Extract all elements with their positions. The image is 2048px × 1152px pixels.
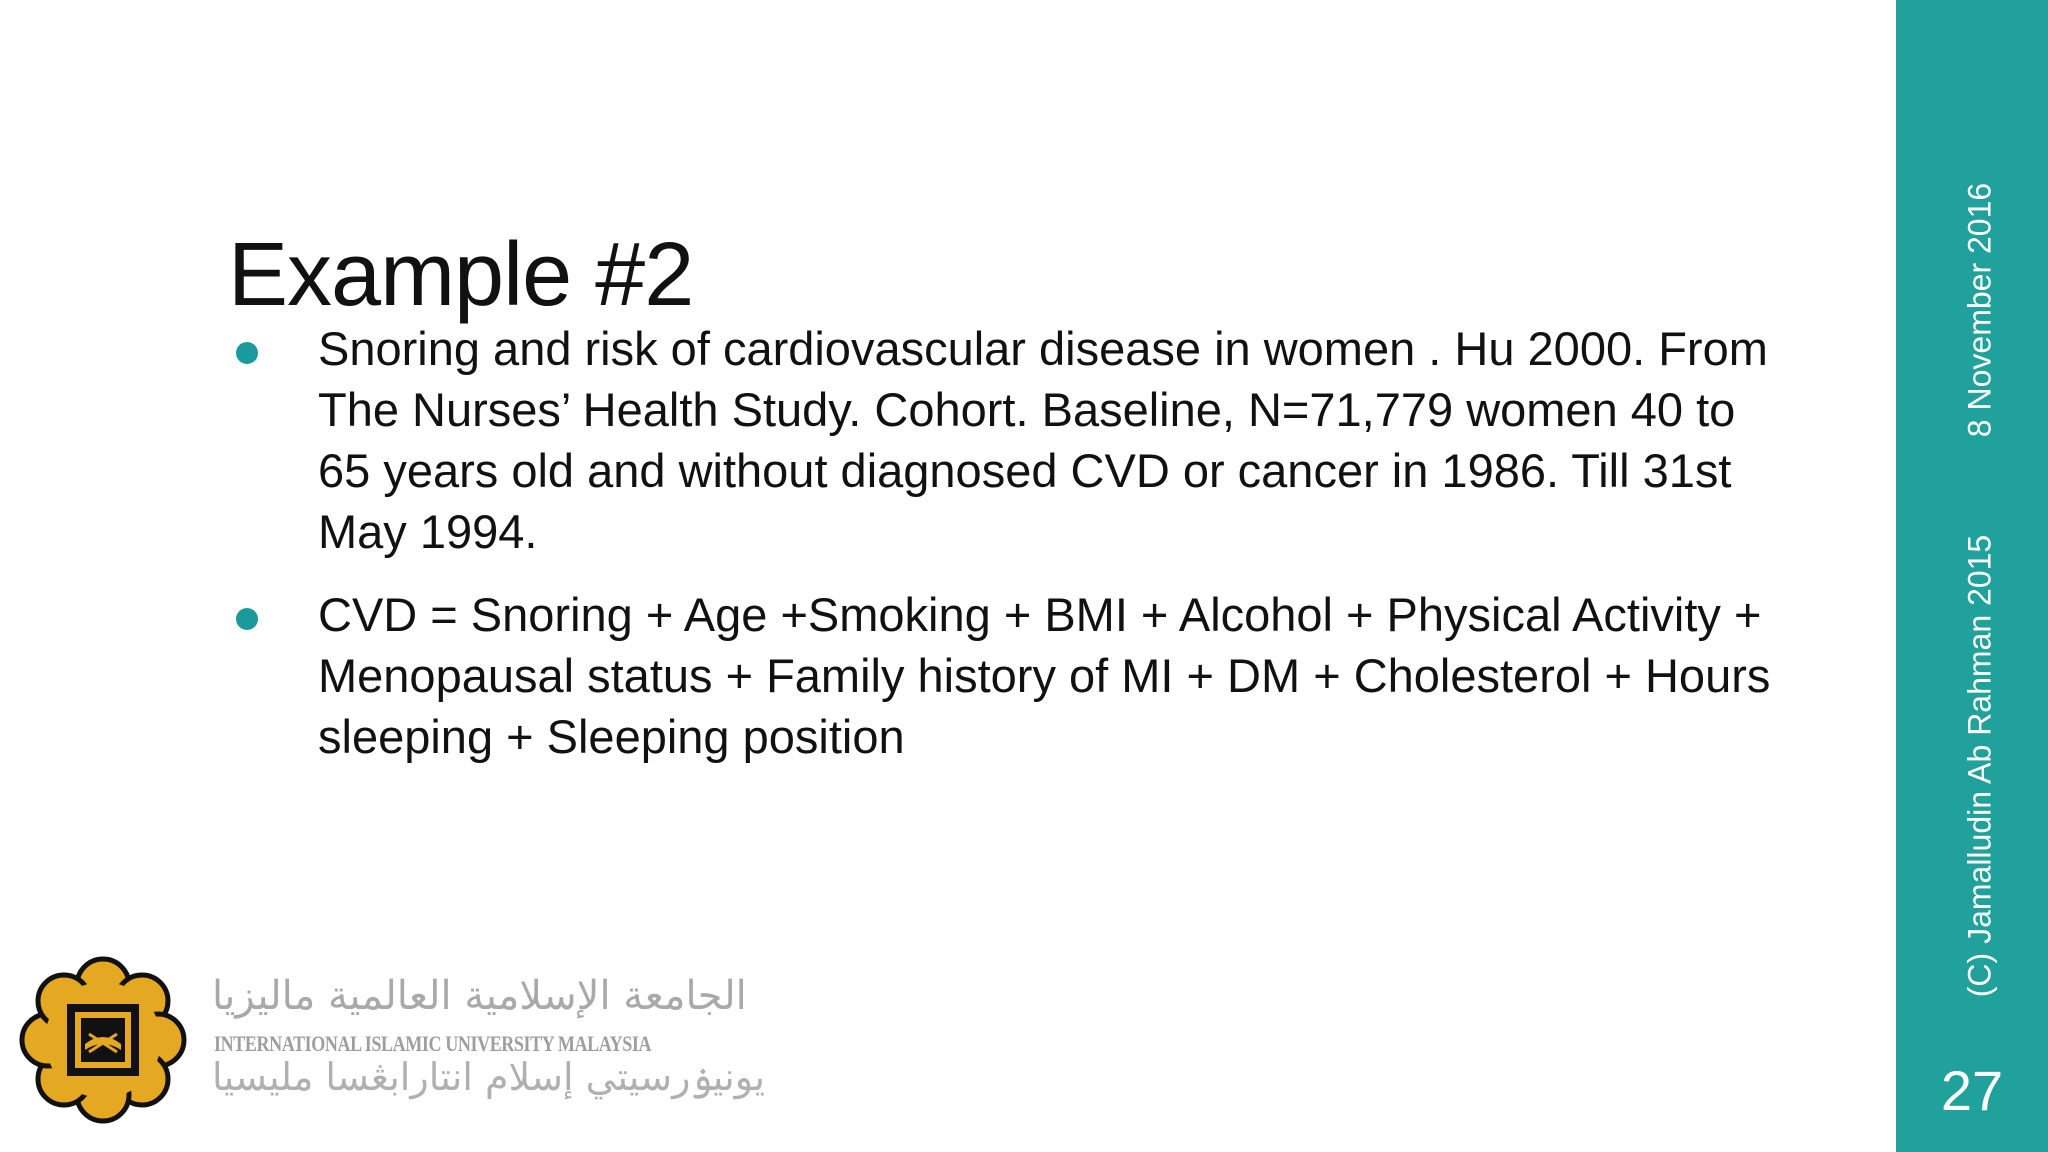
bullet-list	[232, 318, 1792, 789]
bullet-dot-icon	[236, 608, 258, 630]
bullet-dot-icon	[236, 342, 258, 364]
bullet-text: CVD = Snoring + Age +Smoking + BMI + Alcohol + Physical Activity + Menopausal status + Family history of MI + DM + Cholesterol + Hours sleeping + Sleeping position	[318, 588, 1771, 763]
bullet-item	[232, 318, 1792, 562]
university-logo	[18, 955, 765, 1125]
bullet-item	[232, 584, 1792, 767]
page-number: 27	[1940, 1059, 2004, 1122]
copyright-notice: (C) Jamalludin Ab Rahman 2015	[1961, 534, 1998, 998]
logo-english-text: INTERNATIONAL ISLAMIC UNIVERSITY MALAYSIA	[214, 1031, 652, 1056]
bullet-text: Snoring and risk of cardiovascular disease in women . Hu 2000. From The Nurses’ Health Study. Cohort. Baseline, N=71,779 women 40 to 65 years old and without diagnosed CVD or cancer in 1986. Till 31st May 1994.	[318, 322, 1768, 558]
university-wordmark	[212, 955, 765, 1125]
university-emblem-icon	[18, 955, 188, 1125]
logo-jawi-text: يونيۏرسيتي إسلام انتارابڠسا مليسيا	[212, 1055, 765, 1099]
slide-date: 8 November 2016	[1961, 182, 1998, 438]
logo-arabic-text: الجامعة الإسلامية العالمية ماليزيا	[212, 973, 747, 1019]
slide-title: Example #2	[228, 225, 694, 326]
